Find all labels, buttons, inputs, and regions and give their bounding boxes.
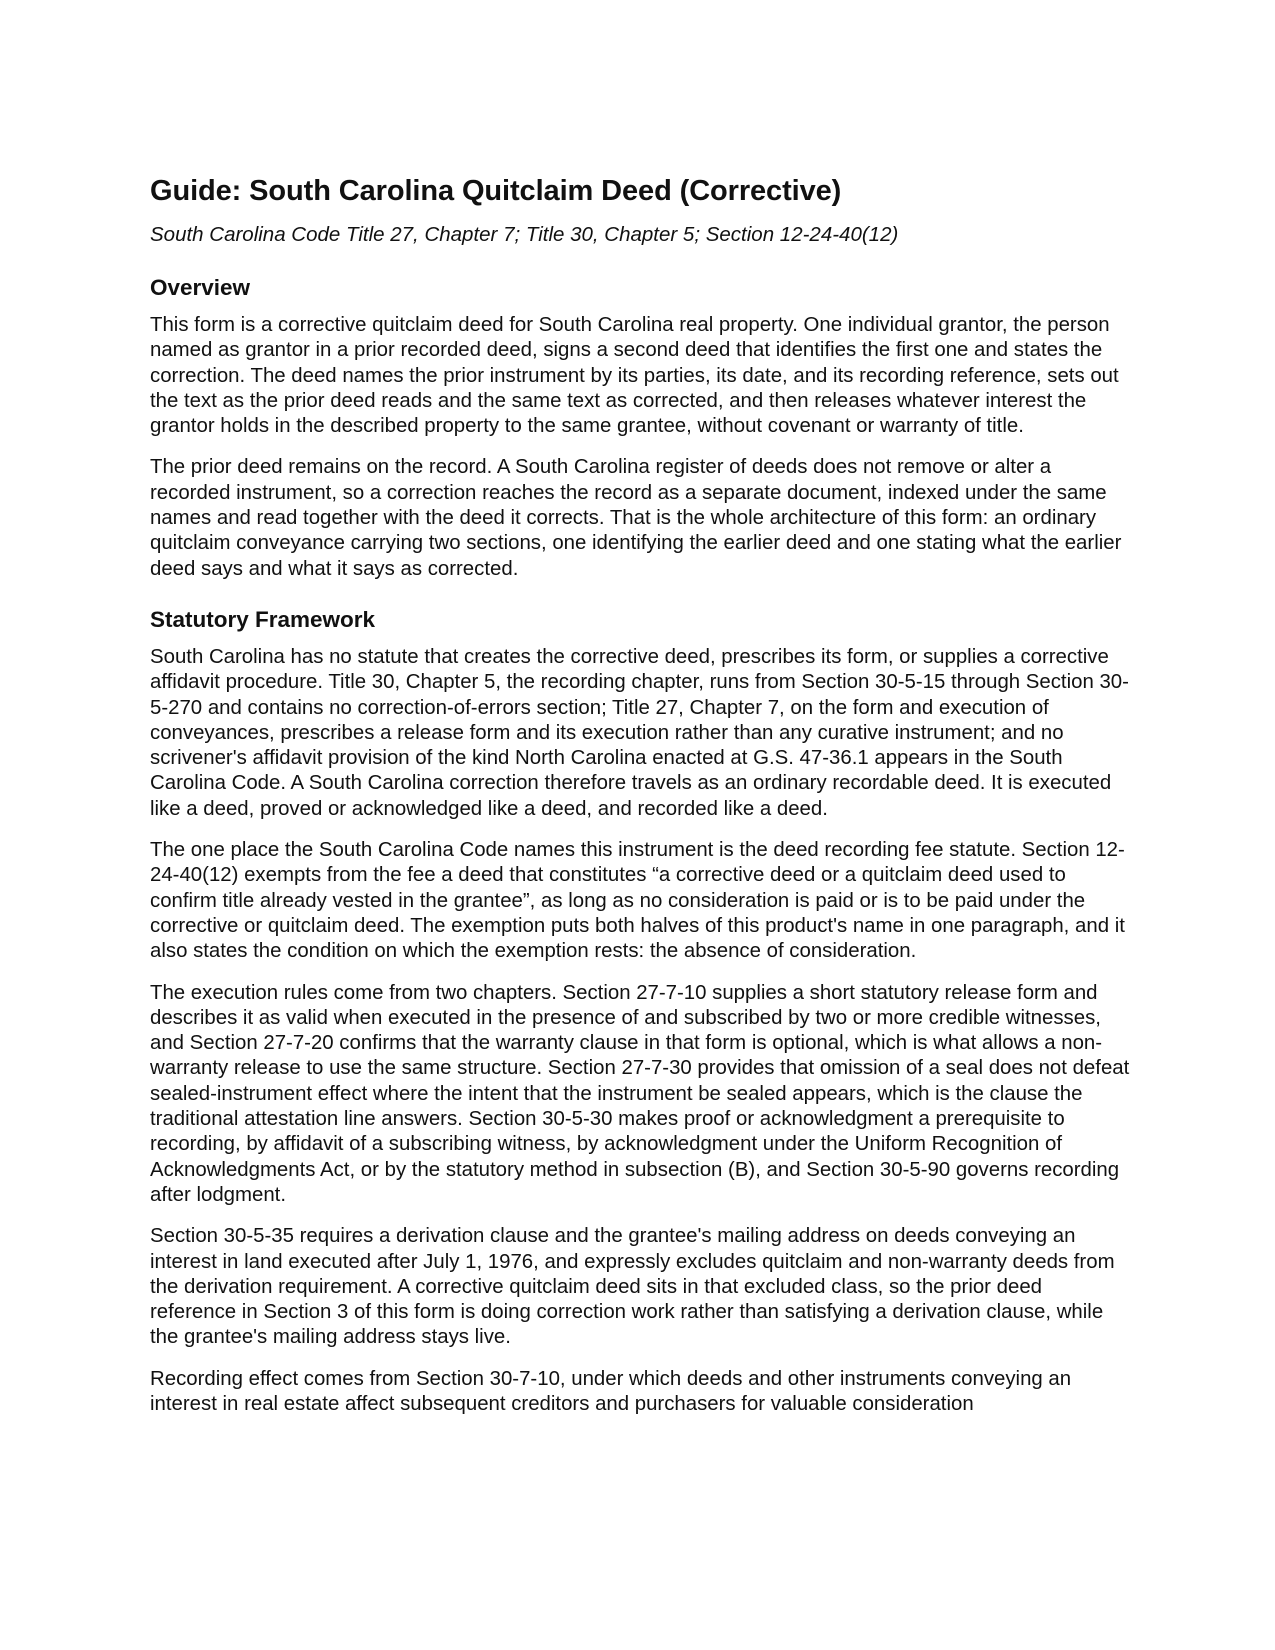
document-title: Guide: South Carolina Quitclaim Deed (Corrective) <box>150 175 842 207</box>
paragraph: Recording effect comes from Section 30-7-10, under which deeds and other instruments conveying an interest in real estate affect subsequent creditors and purchasers for valuable consideration <box>150 1367 1072 1415</box>
paragraph: South Carolina has no statute that creates the corrective deed, prescribes its form, or supplies a corrective affidavit procedure. Title 30, Chapter 5, the recording chapter, runs from Section 30-5-15 through Section 30-5-270 and contains no correction-of-errors section; Title 27, Chapter 7, on the form and execution of conveyances, prescribes a release form and its execution rather than any curative instrument; and no scrivener's affidavit provision of the kind North Carolina enacted at G.S. 47-36.1 appears in the South Carolina Code. A South Carolina correction therefore travels as an ordinary recordable deed. It is executed like a deed, proved or acknowledged like a deed, and recorded like a deed. <box>150 645 1129 820</box>
paragraph: The execution rules come from two chapters. Section 27-7-10 supplies a short statutory release form and describes it as valid when executed in the presence of and subscribed by two or more credible witnesses, and Section 27-7-20 confirms that the warranty clause in that form is optional, which is what allows a non-warranty release to use the same structure. Section 27-7-30 provides that omission of a seal does not defeat sealed-instrument effect where the intent that the instrument be sealed appears, which is the clause the traditional attestation line answers. Section 30-5-30 makes proof or acknowledgment a prerequisite to recording, by affidavit of a subscribing witness, by acknowledgment under the Uniform Recognition of Acknowledgments Act, or by the statutory method in subsection (B), and Section 30-5-90 governs recording after lodgment. <box>150 981 1130 1206</box>
document-page <box>150 172 1130 1433</box>
section-statutory-framework <box>150 606 1130 1417</box>
section-heading-statutory-framework: Statutory Framework <box>150 606 376 632</box>
document-subtitle: South Carolina Code Title 27, Chapter 7; Title 30, Chapter 5; Section 12-24-40(12) <box>150 223 899 246</box>
section-overview <box>150 274 1130 582</box>
section-heading-overview: Overview <box>150 275 251 300</box>
paragraph: This form is a corrective quitclaim deed for South Carolina real property. One individual grantor, the person named as grantor in a prior recorded deed, signs a second deed that identifies the first one and states the correction. The deed names the prior instrument by its parties, its date, and its recording reference, sets out the text as the prior deed reads and the same text as corrected, and then releases whatever interest the grantor holds in the described property to the same grantee, without covenant or warranty of title. <box>150 314 1119 438</box>
paragraph: The prior deed remains on the record. A South Carolina register of deeds does not remove or alter a recorded instrument, so a correction reaches the record as a separate document, indexed under the same names and read together with the deed it corrects. That is the whole architecture of this form: an ordinary quitclaim conveyance carrying two sections, one identifying the earlier deed and one stating what the earlier deed says and what it says as corrected. <box>150 456 1122 580</box>
paragraph: The one place the South Carolina Code names this instrument is the deed recording fee statute. Section 12-24-40(12) exempts from the fee a deed that constitutes “a corrective deed or a quitclaim deed used to confirm title already vested in the grantee”, as long as no consideration is paid or is to be paid under the corrective or quitclaim deed. The exemption puts both halves of this product's name in one paragraph, and it also states the condition on which the exemption rests: the absence of consideration. <box>150 839 1125 963</box>
paragraph: Section 30-5-35 requires a derivation clause and the grantee's mailing address on deeds conveying an interest in land executed after July 1, 1976, and expressly excludes quitclaim and non-warranty deeds from the derivation requirement. A corrective quitclaim deed sits in that excluded class, so the prior deed reference in Section 3 of this form is doing correction work rather than satisfying a derivation clause, while the grantee's mailing address stays live. <box>150 1225 1115 1349</box>
